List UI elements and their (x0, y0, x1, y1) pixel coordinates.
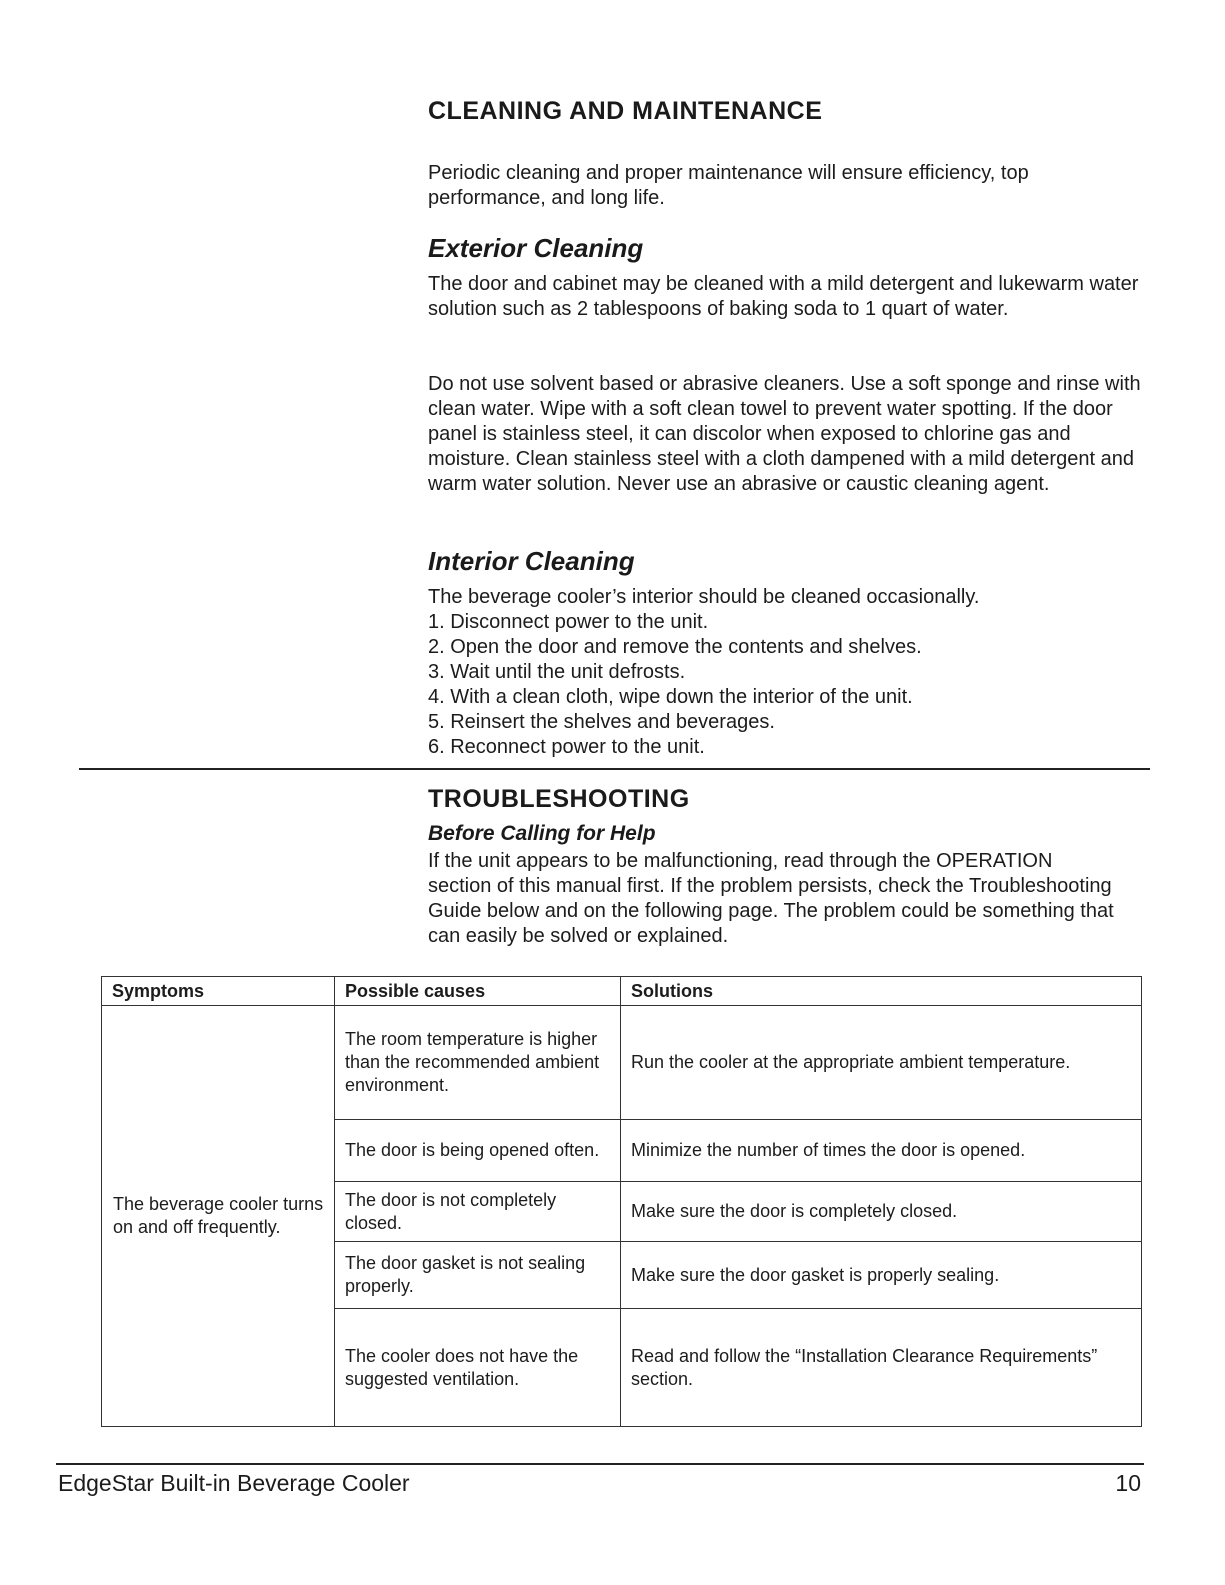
exterior-para2-block (428, 372, 1142, 497)
footer-title: EdgeStar Built-in Beverage Cooler (58, 1470, 410, 1496)
exterior-heading: Exterior Cleaning (428, 233, 644, 263)
interior-step: 2. Open the door and remove the contents and shelves. (428, 636, 922, 658)
header-symptoms: Symptoms (102, 977, 335, 1006)
header-solutions: Solutions (621, 977, 1142, 1006)
interior-step: 5. Reinsert the shelves and beverages. (428, 711, 775, 733)
solution-cell: Minimize the number of times the door is opened. (621, 1120, 1142, 1182)
interior-step: 3. Wait until the unit defrosts. (428, 661, 686, 683)
header-possible-causes: Possible causes (335, 977, 621, 1006)
footer-divider (56, 1463, 1144, 1465)
solution-cell: Read and follow the “Installation Clearance Requirements” section. (621, 1309, 1142, 1427)
troubleshooting-title: TROUBLESHOOTING (428, 785, 690, 813)
exterior-paragraph-2: Do not use solvent based or abrasive cleaners. Use a soft sponge and rinse with clean water. Wipe with a soft clean towel to prevent water spotting. If the door panel is stainless steel, it can discolor when exposed to chlorine gas and moisture. Clean stainless steel with a cloth dampened with a mild detergent and warm water solution. Never use an abrasive or caustic cleaning agent. (428, 373, 1141, 495)
troubleshooting-intro: If the unit appears to be malfunctioning, read through the OPERATION section of this manual first. If the problem persists, check the Troubleshooting Guide below and on the following page. The problem could be something that can easily be solved or explained. (428, 850, 1114, 947)
cause-cell: The door is being opened often. (335, 1120, 621, 1182)
interior-heading-block (428, 546, 1148, 577)
interior-step: 1. Disconnect power to the unit. (428, 611, 709, 633)
cleaning-intro: Periodic cleaning and proper maintenance will ensure efficiency, top performance, and long life. (428, 162, 1029, 209)
cleaning-intro-block (428, 161, 1128, 211)
cause-cell: The cooler does not have the suggested ventilation. (335, 1309, 621, 1427)
page-number: 10 (1115, 1470, 1141, 1496)
cleaning-section (428, 97, 1148, 126)
table-row (102, 1006, 1142, 1120)
interior-step: 6. Reconnect power to the unit. (428, 736, 705, 758)
exterior-heading-block (428, 233, 1148, 264)
troubleshooting-subheading-block (428, 822, 1148, 846)
solution-cell: Make sure the door gasket is properly sealing. (621, 1242, 1142, 1309)
interior-steps (428, 610, 1148, 760)
solution-cell: Make sure the door is completely closed. (621, 1182, 1142, 1242)
table-header-row (102, 977, 1142, 1006)
interior-block (428, 585, 1148, 760)
solution-cell: Run the cooler at the appropriate ambient temperature. (621, 1006, 1142, 1120)
interior-step: 4. With a clean cloth, wipe down the interior of the unit. (428, 686, 913, 708)
troubleshooting-subheading: Before Calling for Help (428, 822, 656, 845)
troubleshooting-intro-block (428, 849, 1118, 949)
cause-cell: The room temperature is higher than the recommended ambient environment. (335, 1006, 621, 1120)
troubleshooting-table (101, 976, 1142, 1427)
cause-cell: The door gasket is not sealing properly. (335, 1242, 621, 1309)
troubleshooting-title-block (428, 785, 1148, 814)
interior-heading: Interior Cleaning (428, 546, 635, 576)
exterior-paragraph-1: The door and cabinet may be cleaned with a mild detergent and lukewarm water solution such as 2 tablespoons of baking soda to 1 quart of water. (428, 273, 1139, 320)
exterior-para1-block (428, 272, 1140, 322)
cause-cell: The door is not completely closed. (335, 1182, 621, 1242)
section-divider (79, 768, 1150, 770)
symptom-cell: The beverage cooler turns on and off frequently. (102, 1006, 335, 1427)
interior-intro: The beverage cooler’s interior should be cleaned occasionally. (428, 586, 980, 608)
cleaning-title: CLEANING AND MAINTENANCE (428, 97, 823, 125)
